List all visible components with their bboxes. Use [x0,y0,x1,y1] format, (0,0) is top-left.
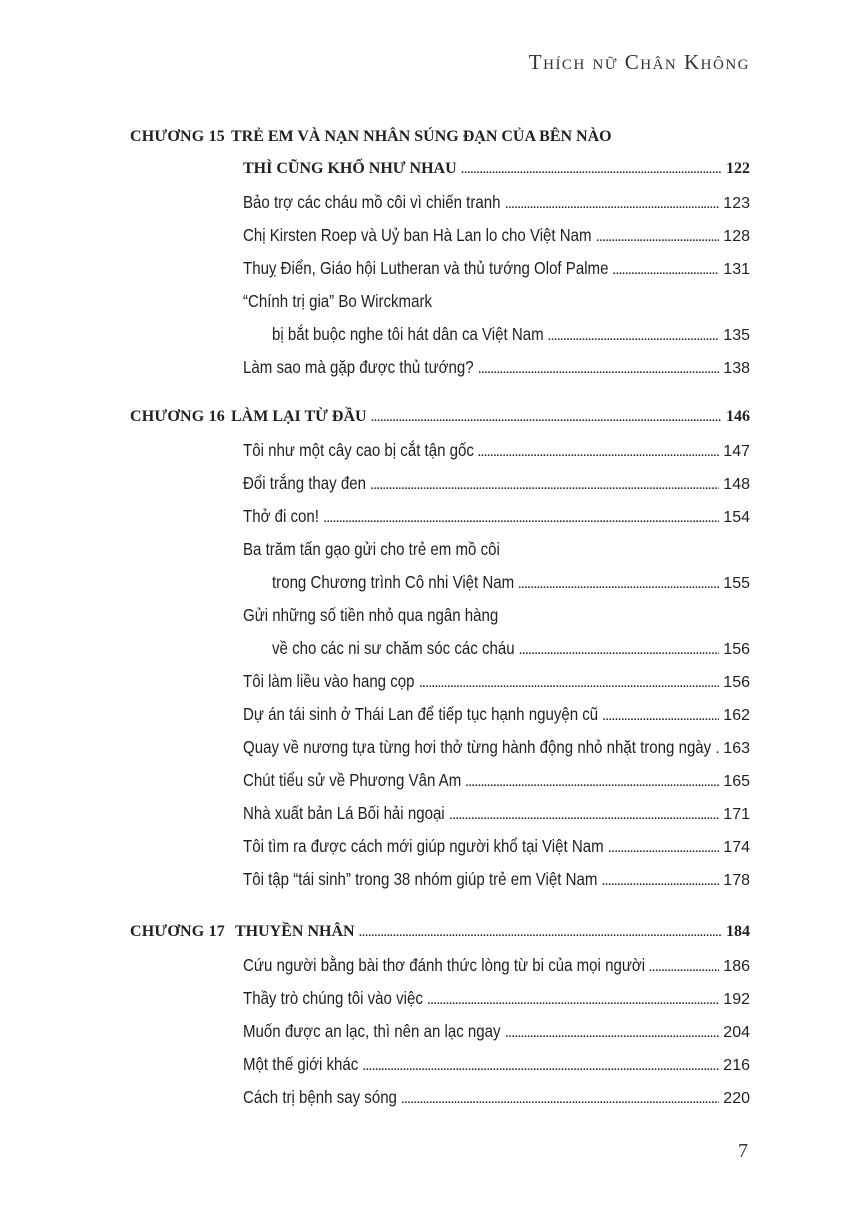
toc-entry [243,1049,750,1079]
toc-entry [243,435,750,465]
page-folio: 7 [738,1140,748,1162]
toc-entry-continued [272,319,750,349]
page-number: 155 [723,575,750,592]
toc-entry [243,220,750,250]
chapter-title: THÌ CŨNG KHỔ NHƯ NHAU [243,160,457,177]
page-number: 192 [723,991,750,1008]
toc-entry [243,1016,750,1046]
page-number: 123 [723,195,750,212]
page-number: 122 [726,160,750,177]
page-number: 163 [723,740,750,757]
toc-entry [243,666,750,696]
toc-entry [243,699,750,729]
dot-leader [419,668,719,698]
entry-title: Đổi trắng thay đen [243,473,366,493]
page-number: 216 [723,1057,750,1074]
chapter-label: CHƯƠNG 16 [130,408,225,425]
dot-leader [602,701,719,731]
dot-leader [548,321,720,351]
dot-leader [519,635,720,665]
chapter-title-line [243,154,750,184]
entry-title: Một thế giới khác [243,1054,359,1074]
chapter-title: THUYỀN NHÂN [234,923,355,940]
dot-leader [465,767,719,797]
entry-title: Thuỵ Điển, Giáo hội Lutheran và thủ tướng Olof Palme [243,258,609,278]
entry-title: Muốn được an lạc, thì nên an lạc ngay [243,1021,501,1041]
toc-entry [243,468,750,498]
toc-entry [243,253,750,283]
dot-leader [461,154,722,184]
dot-leader [608,833,719,863]
dot-leader [478,354,719,384]
entry-title: Làm sao mà gặp được thủ tướng? [243,357,474,377]
toc-entry [243,501,750,531]
page-number: 147 [723,443,750,460]
dot-leader [359,917,722,947]
dot-leader [716,734,720,764]
entry-title: Chị Kirsten Roep và Uỷ ban Hà Lan lo cho Việt Nam [243,225,592,245]
entry-title: Tôi tìm ra được cách mới giúp người khổ tại Việt Nam [243,836,604,856]
page-number: 156 [723,641,750,658]
entry-title: Cứu người bằng bài thơ đánh thức lòng từ bi của mọi người [243,955,646,975]
dot-leader [596,222,719,252]
dot-leader [505,189,719,219]
entry-title: Cách trị bệnh say sóng [243,1087,397,1107]
dot-leader [449,800,719,830]
entry-title: Tôi làm liều vào hang cọp [243,671,415,691]
chapter-title: LÀM LẠI TỪ ĐẦU [230,408,367,425]
entry-title-continued: về cho các ni sư chăm sóc các cháu [272,638,515,658]
toc-entry [243,950,750,980]
page-number: 174 [723,839,750,856]
chapter-label: CHƯƠNG 15 [130,128,225,145]
entry-title: Gửi những số tiền nhỏ qua ngân hàng [243,605,499,625]
page-number: 220 [723,1090,750,1107]
toc-entry [243,286,750,316]
page-number: 131 [723,261,750,278]
page-number: 171 [723,806,750,823]
chapter-heading [130,402,750,432]
chapter-label: CHƯƠNG 17 [130,923,225,940]
page-number: 204 [723,1024,750,1041]
toc-entry-continued [272,633,750,663]
entry-title: Bảo trợ các cháu mồ côi vì chiến tranh [243,192,501,212]
toc-entry [243,732,750,762]
page-number: 162 [723,707,750,724]
entry-title: Dự án tái sinh ở Thái Lan để tiếp tục hạnh nguyện cũ [243,704,599,724]
toc-entry [243,798,750,828]
toc-entry [243,534,750,564]
page-number: 184 [726,923,750,940]
entry-title: Tôi tập “tái sinh” trong 38 nhóm giúp trẻ em Việt Nam [243,869,598,889]
page-number: 165 [723,773,750,790]
entry-title: Tôi như một cây cao bị cắt tận gốc [243,440,474,460]
dot-leader [612,255,719,285]
dot-leader [371,402,722,432]
toc-entry [243,352,750,382]
page-number: 186 [723,958,750,975]
page-number: 135 [723,327,750,344]
chapter-title: TRẺ EM VÀ NẠN NHÂN SÚNG ĐẠN CỦA BÊN NÀO [230,128,612,145]
entry-title: Chút tiểu sử về Phương Vân Am [243,770,462,790]
page-number: 138 [723,360,750,377]
dot-leader [370,470,719,500]
entry-title: Quay về nương tựa từng hơi thở từng hành động nhỏ nhặt trong ngày [243,737,712,757]
entry-title: “Chính trị gia” Bo Wirckmark [243,291,432,311]
chapter-heading [130,122,760,152]
dot-leader [602,866,720,896]
toc-entry-continued [272,567,750,597]
dot-leader [505,1018,719,1048]
entry-title: Thầy trò chúng tôi vào việc [243,988,423,1008]
page-number: 148 [723,476,750,493]
page-number: 146 [726,408,750,425]
entry-title-continued: trong Chương trình Cô nhi Việt Nam [272,572,515,592]
running-head: Thích nữ Chân Không [528,50,750,74]
chapter-heading [130,917,750,947]
page-number: 178 [723,872,750,889]
dot-leader [323,503,719,533]
entry-title-continued: bị bắt buộc nghe tôi hát dân ca Việt Nam [272,324,544,344]
toc-entry [243,187,750,217]
entry-title: Nhà xuất bản Lá Bối hải ngoại [243,803,445,823]
toc-entry [243,765,750,795]
dot-leader [401,1084,719,1114]
toc-entry [243,600,750,630]
dot-leader [427,985,719,1015]
dot-leader [518,569,719,599]
toc-entry [243,983,750,1013]
toc-entry [243,864,750,894]
dot-leader [362,1051,719,1081]
page-number: 156 [723,674,750,691]
entry-title: Ba trăm tấn gạo gửi cho trẻ em mồ côi [243,539,500,559]
dot-leader [649,952,720,982]
toc-entry [243,831,750,861]
toc-entry [243,1082,750,1112]
page-number: 154 [723,509,750,526]
dot-leader [477,437,719,467]
entry-title: Thở đi con! [243,506,319,526]
page-number: 128 [723,228,750,245]
